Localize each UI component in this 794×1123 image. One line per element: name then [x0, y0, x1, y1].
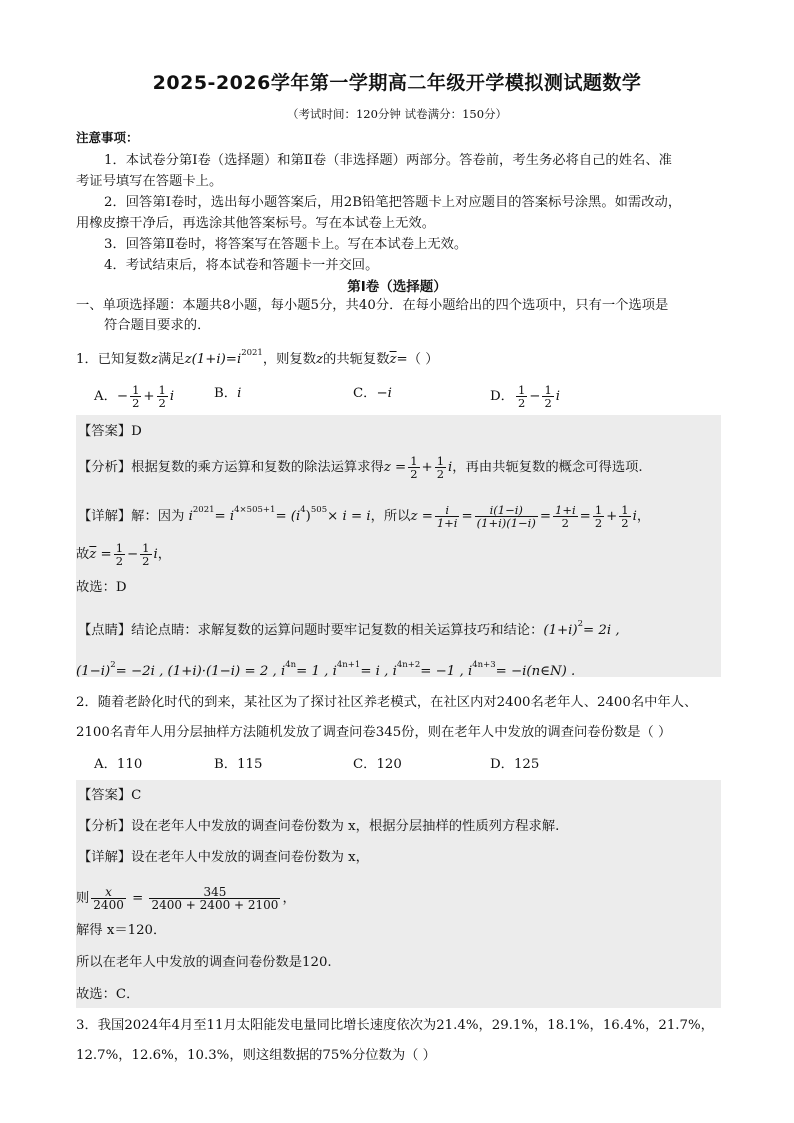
notice-item: 考证号填写在答题卡上。 — [76, 174, 223, 189]
q1-tip-formulas: $(1-i)^2= -2i$ , (1+i)·(1−i) = 2 , $i^{4n}= 1$ , $i^{4n+1}= i$ , $i^{4n+2}= -1$ , $i^{4n+3}=$ −i(n∈N) . — [76, 660, 576, 679]
q2-option-b: B．115 — [214, 757, 263, 772]
q2-option-a: A．110 — [94, 757, 143, 772]
q1-tip: 【点睛】结论点睛：求解复数的运算问题时要牢记复数的相关运算技巧和结论：$(1+i)^2= 2i$ , — [78, 619, 620, 638]
q1-option-a: A．− $\frac{1}{2}$ + $\frac{1}{2}$ i — [94, 383, 175, 410]
page-title: 2025-2026学年第一学期高二年级开学模拟测试题数学 — [152, 72, 642, 94]
q3-stem: 12.7%，12.6%，10.3%，则这组数据的75%分位数为（ ） — [76, 1048, 436, 1063]
q2-answer: 【答案】C — [78, 788, 142, 803]
q1-option-d: D． $\frac{1}{2}$ − $\frac{1}{2}$ i — [490, 383, 561, 410]
q2-stem: 2100名青年人用分层抽样方法随机发放了调查问卷345份，则在老年人中发放的调查问卷份数是（ ） — [76, 725, 672, 740]
notice-item: 3．回答第Ⅱ卷时，将答案写在答题卡上。写在本试卷上无效。 — [104, 237, 468, 252]
q2-choose: 故选：C． — [76, 987, 140, 1002]
notice-item: 4．考试结束后，将本试卷和答题卡一并交回。 — [104, 258, 379, 273]
q1-detail: 【详解】解：因为 $i^{2021}= i^{4\times 505+1}= (i^4)^{505}\times i = i$，所以z = $\frac{i}{1+i}$ = $\frac{i(1-i)}{(1+i)(1-i)}$ = $\frac{1+i}{2}$ = $\frac{1}{2}$ + $\frac{1}{2}$ i， — [78, 503, 651, 530]
q2-equation: 则 $\frac{x}{2400}$ = $\frac{345}{2400 + 2400 + 2100}$ ， — [76, 885, 296, 912]
q1-conclusion: 故$\overline{z}$ = $\frac{1}{2}$ − $\frac{1}{2}$ i， — [76, 541, 172, 568]
q1-choose: 故选：D — [76, 580, 127, 595]
q1-option-c: C．−i — [353, 386, 392, 401]
q1-stem: 1．已知复数z满足$z(1+i)=i^{2021}$，则复数z的共轭复数$\overline{z}=$（ ） — [76, 348, 439, 367]
q2-stem: 2．随着老龄化时代的到来，某社区为了探讨社区养老模式，在社区内对2400名老年人、2400名中年人、 — [76, 695, 698, 710]
q2-option-d: D．125 — [490, 757, 540, 772]
section-instruction: 一、单项选择题：本题共8小题，每小题5分，共40分．在每小题给出的四个选项中，只有一个选项是 — [76, 298, 669, 313]
q3-stem: 3．我国2024年4月至11月太阳能发电量同比增长速度依次为21.4%，29.1%，18.1%，16.4%，21.7%， — [76, 1018, 714, 1033]
q2-conclusion: 所以在老年人中发放的调查问卷份数是120. — [76, 955, 332, 970]
notice-item: 用橡皮擦干净后，再选涂其他答案标号。写在本试卷上无效。 — [76, 216, 436, 231]
notice-item: 1．本试卷分第Ⅰ卷（选择题）和第Ⅱ卷（非选择题）两部分。答卷前，考生务必将自己的姓名、准 — [104, 153, 672, 168]
q1-answer: 【答案】D — [78, 424, 142, 439]
section-instruction: 符合题目要求的． — [104, 318, 211, 333]
section-title: 第Ⅰ卷（选择题） — [347, 279, 447, 295]
q2-solve: 解得 x＝120． — [76, 923, 167, 938]
q2-detail: 【详解】设在老年人中发放的调查问卷份数为 x， — [78, 850, 369, 865]
q2-option-c: C．120 — [353, 757, 402, 772]
q1-analysis: 【分析】根据复数的乘方运算和复数的除法运算求得z = $\frac{1}{2}$ + $\frac{1}{2}$ i，再由共轭复数的概念可得选项. — [78, 454, 643, 481]
q2-analysis: 【分析】设在老年人中发放的调查问卷份数为 x，根据分层抽样的性质列方程求解. — [78, 819, 560, 834]
notice-item: 2．回答第Ⅰ卷时，选出每小题答案后，用2B铅笔把答题卡上对应题目的答案标号涂黑。如需改动， — [104, 195, 682, 210]
notice-heading: 注意事项： — [76, 130, 139, 145]
q1-option-b: B．i — [214, 386, 242, 401]
exam-subtitle: （考试时间：120分钟 试卷满分：150分） — [286, 107, 508, 121]
